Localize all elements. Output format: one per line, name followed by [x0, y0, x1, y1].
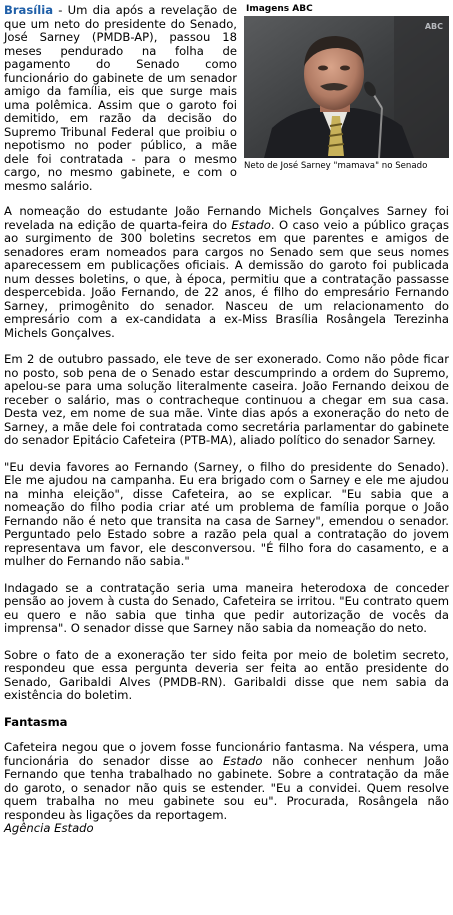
paragraph-secret-bulletin: Sobre o fato de a exoneração ter sido feita por meio de boletim secreto, respondeu que essa pergunta deveria ser feita ao então presidente do Senado, Garibaldi Alves (PMDB-RN). Garibaldi disse que nem sabia da existência do boletim.: [4, 647, 449, 702]
lead-text: Um dia após a revelação de que um neto do presidente do Senado, José Sarney (PMDB-AP), passou 18 meses pendurado na folha de pagamento do Senado como funcionário do gabinete de um senador amigo da família, eis que surge mais uma polêmica. Assim que o garoto foi demitido, em razão da decisão do Supremo Tribunal Federal que proibiu o nepotismo no poder público, a mãe dele foi contratada - para o mesmo cargo, no mesmo gabinete, e com o mesmo salário.: [4, 3, 237, 193]
paragraph-exoneration: Em 2 de outubro passado, ele teve de ser exonerado. Como não pôde ficar no posto, sob pena de o Senado estar descumprindo a ordem do Supremo, apelou-se para uma solução literalmente caseira. João Fernando deixou de receber o salário, mas o contracheque continuou a chegar em sua casa. Desta vez, em nome de sua mãe. Vinte dias após a exoneração do neto de Sarney, a mãe dele foi contratada como secretária parlamentar do gabinete do senador Epitácio Cafeteira (PTB-MA), aliado político do senador Sarney.: [4, 352, 449, 447]
paragraph-text: . O caso veio a público graças ao surgimento de 300 boletins secretos em que parentes e amigos de senadores eram nomeados para cargos no Senado sem que seus nomes aparecessem em publicações oficiais. A demissão do garoto foi publicada num desses boletins, o que, à época, permitiu que a contratação passasse despercebida. João Fernando, de 22 anos, é filho do empresário Fernando Sarney, primogênito do senador. Nasceu de um relacionamento do empresário com a ex-candidata a ex-Miss Brasília Rosângela Terezinha Michels Gonçalves.: [4, 217, 449, 340]
dateline: Brasília: [4, 3, 54, 17]
paragraph-cafeteira-quote: "Eu devia favores ao Fernando (Sarney, o filho do presidente do Senado). Ele me ajudou na campanha. Eu era brigado com o Sarney e ele me ajudou na minha eleição", disse Cafeteira, ao se explicar. "Eu sabia que a nomeação do filho podia criar até um problema de família porque o João Fernando não é neto que transita na casa de Sarney", emendou o senador. Perguntado pelo Estado sobre a razão pela qual a contratação do jovem representava um favor, ele desconversou. "É filho fora do casamento, e a mulher do Fernando não sabia.": [4, 459, 449, 568]
newspaper-name: Estado: [222, 753, 263, 768]
tv-channel-logo: ABC: [424, 22, 443, 31]
paragraph-text: Cafeteira negou que o jovem fosse funcionário fantasma. Na véspera, uma funcionária do senador disse ao: [4, 740, 449, 768]
photo-jose-sarney: [244, 16, 449, 158]
dateline-dash: -: [53, 3, 68, 17]
paragraph-ghost-employee: [4, 741, 449, 822]
speaker-photo-illustration: [244, 16, 449, 158]
photo-caption: Neto de José Sarney "mamava" no Senado: [244, 161, 428, 171]
paragraph-pension-question: Indagado se a contratação seria uma maneira heterodoxa de conceder pensão ao jovem à custa do Senado, Cafeteira se irritou. "Eu contrato quem eu quero e não sabia que tinha que pedir autorização de vocês da imprensa". O senador disse que Sarney não sabia da nomeação do neto.: [4, 580, 449, 635]
paragraph-nomination: [4, 205, 449, 340]
photo-figure: [244, 4, 449, 172]
paragraph-text: não conhecer nenhum João Fernando que tenha trabalhado no gabinete. Sobre a contratação da mãe do garoto, o senador não quis se estender. "Eu a convidei. Quem resolve quem trabalha no meu gabinete sou eu". Procurada, Rosângela não respondeu às ligações da reportagem.: [4, 753, 449, 822]
newspaper-name: Estado: [231, 217, 271, 232]
section-heading-fantasma: Fantasma: [4, 714, 68, 729]
news-source: Agência Estado: [4, 821, 94, 835]
photo-credit: Imagens ABC: [246, 4, 313, 14]
paragraph-text: A nomeação do estudante João Fernando Michels Gonçalves Sarney foi revelada na edição de quarta-feira do: [4, 204, 449, 232]
